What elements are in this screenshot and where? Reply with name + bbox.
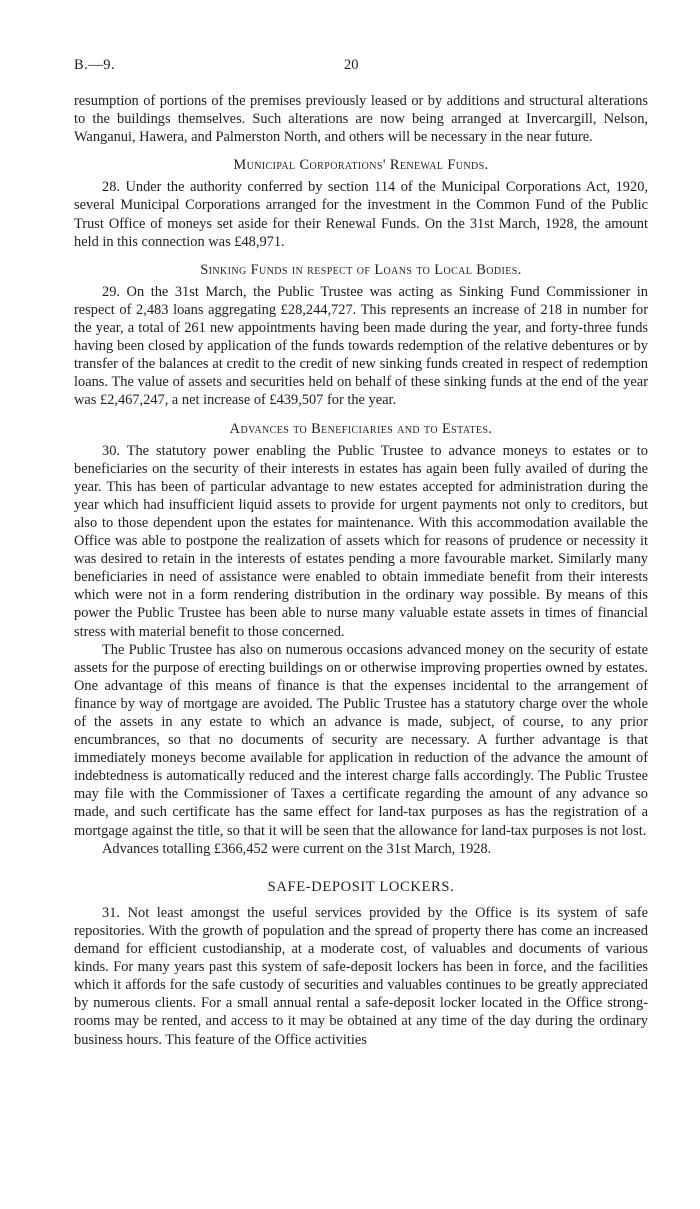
page-number: 20 <box>344 57 359 73</box>
paragraph-30: 30. The statutory power enabling the Public Trustee to advance moneys to estates or to beneficiaries on the security of their interests in estates has again been fully availed of during the year. This has been of particular advantage to new estates accepted for administration during the year which had insufficient liquid assets to provide for urgent payments not only to creditors, but also to those dependent upon the estates for maintenance. With this accommodation available the Office was able to postpone the realization of assets which for reasons of prudence or necessity it was desired to retain in the interests of estates pending a more favourable market. Similarly many beneficiaries in need of assistance were enabled to obtain immediate benefit from their interests which were not in a form rendering distribution in the ordinary way possible. By means of this power the Public Trustee has been able to nurse many valuable estate assets in times of financial stress with material benefit to those concerned. <box>74 442 648 640</box>
paragraph-28: 28. Under the authority conferred by section 114 of the Municipal Corporations Act, 1920, several Municipal Corporations arranged for the investment in the Common Fund of the Public Trust Office of moneys set aside for their Renewal Funds. On the 31st March, 1928, the amount held in this connection was £48,971. <box>74 179 648 250</box>
paragraph-29: 29. On the 31st March, the Public Trustee was acting as Sinking Fund Commissioner in respect of 2,483 loans aggregating £28,244,727. This represents an increase of 218 in number for the year, a total of 261 new appointments having been made during the year, and forty-three funds having been closed by application of the funds towards redemption of the relative debentures or by transfer of the balances at credit to the credit of new sinking funds created in respect of redemption loans. The value of assets and securities held on behalf of these sinking funds at the end of the year was £2,467,247, a net increase of £439,507 for the year. <box>74 283 648 409</box>
paragraph-30-advances-total: Advances totalling £366,452 were current on the 31st March, 1928. <box>102 840 492 857</box>
page-header <box>74 56 648 92</box>
section-heading-municipal-renewal-funds: Municipal Corporations' Renewal Funds. <box>233 157 489 174</box>
paragraph-31: 31. Not least amongst the useful services provided by the Office is its system of safe repositories. With the growth of population and the spread of property there has come an increased demand for efficient custodianship, at a moderate cost, of valuables and documents of various kinds. For many years past this system of safe-deposit lockers has been in force, and the facilities which it affords for the safe custody of securities and valuables continues to be greatly appreciated by numerous clients. For a small annual rental a safe-deposit locker located in the Office strong-rooms may be rented, and access to it may be obtained at any time of the day during the ordinary business hours. This feature of the Office activities <box>74 904 648 1048</box>
intro-paragraph: resumption of portions of the premises previously leased or by additions and structural alterations to the buildings themselves. Such alterations are now being arranged at Invercargill, Nelson, Wanganui, Hawera, and Palmerston North, and others will be necessary in the near future. <box>74 93 648 146</box>
document-reference: B.—9. <box>74 57 116 73</box>
section-heading-advances: Advances to Beneficiaries and to Estates. <box>229 420 493 437</box>
section-heading-safe-deposit-lockers: SAFE-DEPOSIT LOCKERS. <box>267 878 455 895</box>
paragraph-30-continued: The Public Trustee has also on numerous occasions advanced money on the security of estate assets for the purpose of erecting buildings on or otherwise improving properties owned by estates. One advantage of this means of finance is that the expenses incidental to the arrangement of finance by way of mortgage are avoided. The Public Trustee has a statutory charge over the whole of the assets in any estate to which an advance is made, subject, of course, to any prior encumbrances, so that no documents of security are necessary. A further advantage is that immediately moneys become available for application in reduction of the advance the amount of indebtedness is automatically reduced and the interest charge falls accordingly. The Public Trustee may file with the Commissioner of Taxes a certificate regarding the amount of any advance so made, and such certificate has the same effect for land-tax purposes as has the registration of a mortgage against the title, so that it will be seen that the allowance for land-tax purposes is not lost. <box>74 641 648 839</box>
section-heading-sinking-funds: Sinking Funds in respect of Loans to Local Bodies. <box>200 261 522 278</box>
